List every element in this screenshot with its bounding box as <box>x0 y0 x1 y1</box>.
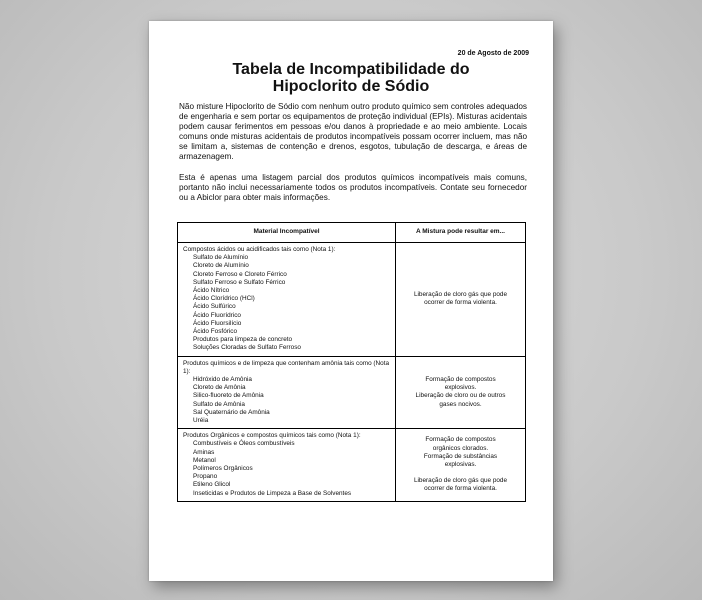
list-item: Polímeros Orgânicos <box>193 465 253 473</box>
result-line: explosivos. <box>444 384 477 392</box>
document-page <box>149 21 553 581</box>
intro-paragraph: Não misture Hipoclorito de Sódio com nenhum outro produto químico sem controles adequados de engenharia e sem portar os equipamentos de proteção individual (EPIs). Misturas acidentais podem causar ferimentos em pessoas e/ou danos à propriedade e ao meio ambiente. Locais comuns onde misturas acidentais de produtos incompatíveis possam ocorrer incluem, mas não se limitam a, sistemas de contenção e drenos, esgotos, tubulação de descarga, e áreas de armazenagem. <box>179 102 527 161</box>
material-cell <box>178 243 396 357</box>
list-item: Ácido Fluorsilício <box>193 319 242 327</box>
result-line: gases nocivos. <box>439 400 482 408</box>
list-item: Propano <box>193 473 218 481</box>
table-header-row <box>178 223 526 243</box>
document-title <box>149 61 553 95</box>
group-intro: Compostos ácidos ou acidificados tais como (Nota 1): <box>183 246 336 253</box>
table-row <box>178 429 526 502</box>
result-line: ocorrer de forma violenta. <box>424 299 497 307</box>
list-item: Hidróxido de Amônia <box>193 376 252 384</box>
header-result: A Mistura pode resultar em... <box>396 223 526 243</box>
incompatibility-table <box>177 222 526 502</box>
title-line-1: Tabela de Incompatibilidade do <box>232 61 470 78</box>
result-spacer <box>400 469 521 477</box>
list-item: Ácido Fluorídrico <box>193 311 241 319</box>
list-item: Sulfato de Amônia <box>193 400 245 408</box>
list-item: Etileno Glicol <box>193 481 231 489</box>
list-item: Uréia <box>193 417 209 425</box>
document-date: 20 de Agosto de 2009 <box>457 50 529 57</box>
disclaimer-paragraph: Esta é apenas uma listagem parcial dos produtos químicos incompatíveis mais comuns, portanto não inclui necessariamente todos os produtos incompatíveis. Contate seu fornecedor ou a Abiclor para obter mais informações. <box>179 173 527 202</box>
result-line: Liberação de cloro gás que pode <box>413 477 508 485</box>
list-item: Cloreto de Alumínio <box>193 262 249 270</box>
list-item: Sulfato Ferroso e Sulfato Férrico <box>193 278 286 286</box>
result-line: orgânicos clorados. <box>432 444 489 452</box>
list-item: Cloreto de Amônia <box>193 384 246 392</box>
result-cell <box>396 356 526 429</box>
list-item: Silico-fluoreto de Amônia <box>193 392 264 400</box>
list-item: Ácido Clorídrico (HCl) <box>193 295 255 303</box>
result-line: Liberação de cloro ou de outros <box>415 392 506 400</box>
material-cell <box>178 356 396 429</box>
list-item: Aminas <box>193 448 215 456</box>
result-line: explosivas. <box>444 461 477 469</box>
result-line: Formação de compostos <box>425 436 496 444</box>
result-line: Formação de compostos <box>425 376 496 384</box>
table-row <box>178 356 526 429</box>
material-cell <box>178 429 396 502</box>
table-row <box>178 243 526 357</box>
list-item: Soluções Cloradas de Sulfato Ferroso <box>193 344 301 352</box>
list-item: Inseticidas e Produtos de Limpeza a Base de Solventes <box>193 489 352 497</box>
list-item: Ácido Fosfórico <box>193 328 238 336</box>
list-item: Ácido Sulfúrico <box>193 303 236 311</box>
result-line: Liberação de cloro gás que pode <box>413 291 508 299</box>
result-line: ocorrer de forma violenta. <box>424 485 497 493</box>
group-intro: Produtos Orgânicos e compostos químicos tais como (Nota 1): <box>183 432 361 440</box>
result-line: Formação de substâncias <box>423 452 498 460</box>
list-item: Sulfato de Alumínio <box>193 254 249 262</box>
list-item: Sal Quaternário de Amônia <box>193 408 270 416</box>
title-line-2: Hipoclorito de Sódio <box>272 78 430 95</box>
list-item: Produtos para limpeza de concreto <box>193 336 293 344</box>
header-material: Material Incompatível <box>178 223 396 243</box>
list-item: Combustíveis e Óleos combustíveis <box>193 440 295 448</box>
list-item: Cloreto Ferroso e Cloreto Férrico <box>193 270 287 278</box>
result-cell <box>396 243 526 357</box>
list-item: Ácido Nítrico <box>193 287 230 295</box>
group-intro: Produtos químicos e de limpeza que contenham amônia tais como (Nota 1): <box>183 359 390 375</box>
result-cell <box>396 429 526 502</box>
list-item: Metanol <box>193 456 216 464</box>
